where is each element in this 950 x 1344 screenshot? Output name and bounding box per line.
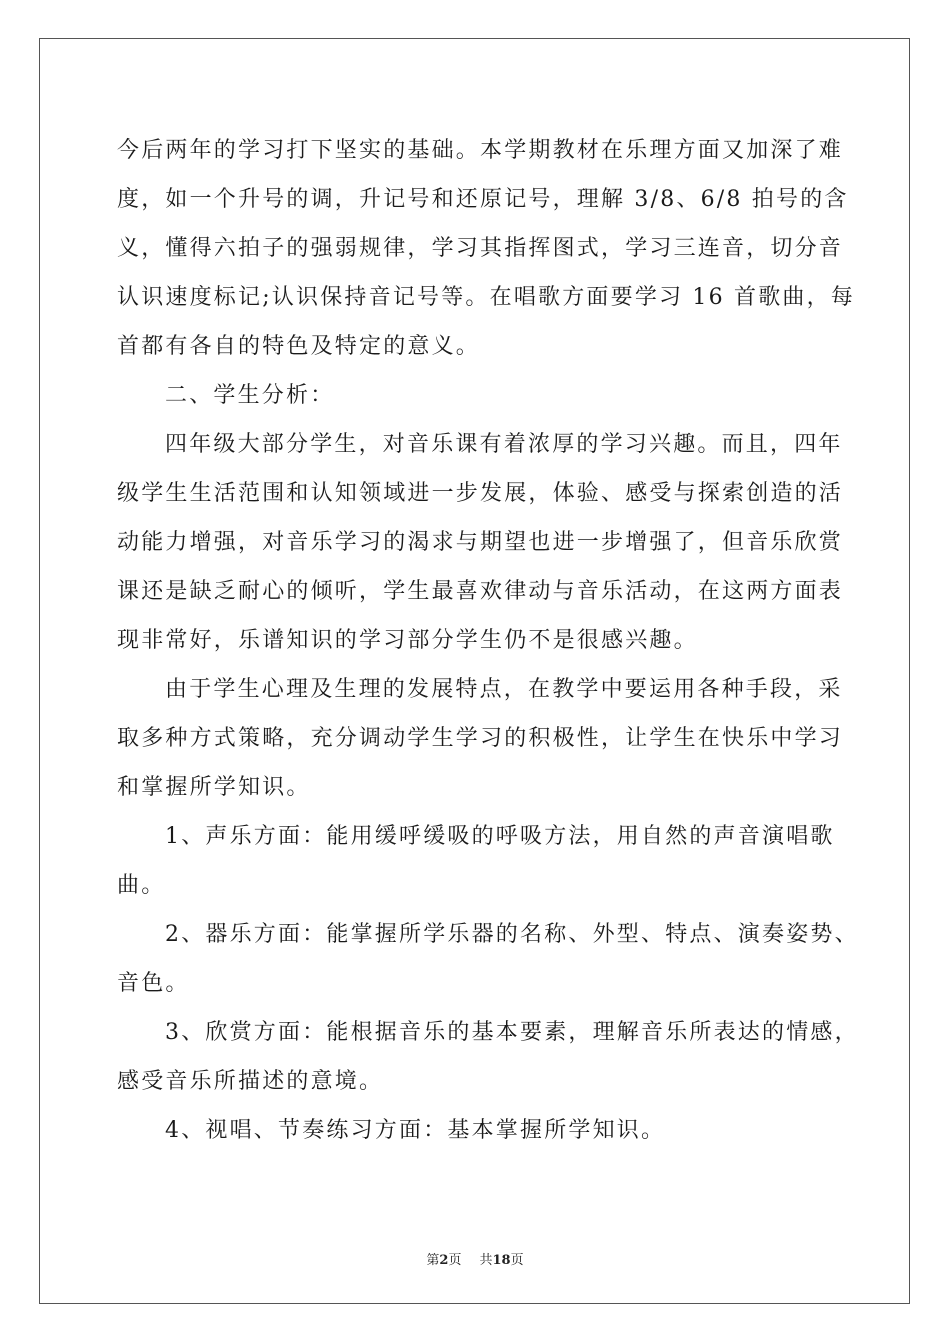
text-line: 曲。 [117, 873, 166, 898]
text-line: 级学生生活范围和认知领域进一步发展，体验、感受与探索创造的活 [117, 481, 844, 506]
text-line: 动能力增强，对音乐学习的渴求与期望也进一步增强了，但音乐欣赏 [117, 530, 844, 555]
text-line: 由于学生心理及生理的发展特点，在教学中要运用各种手段，采 [165, 677, 843, 702]
page-footer [0, 1249, 950, 1268]
page-number: 2 [439, 1253, 449, 1268]
page-suffix: 页 [448, 1253, 462, 1268]
total-prefix: 共 [479, 1253, 493, 1268]
list-item: 1、声乐方面：能用缓呼缓吸的呼吸方法，用自然的声音演唱歌 [165, 824, 835, 849]
section-heading: 二、学生分析： [165, 383, 335, 408]
page-prefix: 第 [426, 1253, 440, 1268]
text-line: 课还是缺乏耐心的倾听，学生最喜欢律动与音乐活动，在这两方面表 [117, 579, 844, 604]
text-line: 和掌握所学知识。 [117, 775, 311, 800]
text-line: 四年级大部分学生，对音乐课有着浓厚的学习兴趣。而且，四年 [165, 432, 843, 457]
text-line: 认识速度标记;认识保持音记号等。在唱歌方面要学习 16 首歌曲，每 [117, 285, 855, 310]
total-suffix: 页 [510, 1253, 524, 1268]
text-line: 音色。 [117, 971, 190, 996]
text-line: 今后两年的学习打下坚实的基础。本学期教材在乐理方面又加深了难 [117, 138, 844, 163]
list-item: 4、视唱、节奏练习方面：基本掌握所学知识。 [165, 1118, 666, 1143]
text-line: 义，懂得六拍子的强弱规律，学习其指挥图式，学习三连音，切分音 [117, 236, 844, 261]
total-pages: 18 [492, 1253, 511, 1268]
text-line: 现非常好，乐谱知识的学习部分学生仍不是很感兴趣。 [117, 628, 698, 653]
text-line: 感受音乐所描述的意境。 [117, 1069, 384, 1094]
document-body [117, 126, 859, 1155]
list-item: 3、欣赏方面：能根据音乐的基本要素，理解音乐所表达的情感， [165, 1020, 859, 1045]
text-line: 度，如一个升号的调，升记号和还原记号，理解 3/8、6/8 拍号的含 [117, 187, 849, 212]
text-line: 首都有各自的特色及特定的意义。 [117, 334, 481, 359]
text-line: 取多种方式策略，充分调动学生学习的积极性，让学生在快乐中学习 [117, 726, 844, 751]
list-item: 2、器乐方面：能掌握所学乐器的名称、外型、特点、演奏姿势、 [165, 922, 859, 947]
